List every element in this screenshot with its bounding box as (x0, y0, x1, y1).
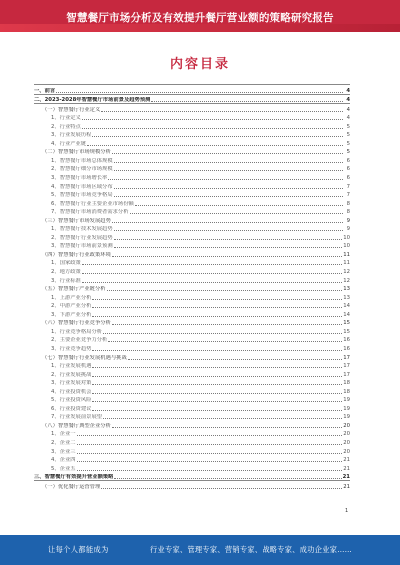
toc-leader-dots (101, 110, 343, 112)
toc-leader-dots (92, 298, 342, 300)
toc-entry-label: 3、企业三 (51, 448, 76, 455)
toc-leader-dots (92, 383, 342, 385)
toc-entry-page: 13 (343, 286, 350, 293)
toc-entry-page: 8 (346, 200, 350, 207)
toc-leader-dots (92, 366, 342, 368)
toc-leader-dots (114, 169, 343, 171)
toc-leader-dots (112, 152, 343, 154)
toc-entry-label: 1、行业竞争格局分析 (51, 328, 103, 335)
toc-leader-dots (92, 392, 342, 394)
toc-entry-page: 14 (343, 311, 350, 318)
toc-heading: 内容目录 (169, 57, 230, 72)
toc-leader-dots (56, 91, 343, 93)
toc-leader-dots (87, 144, 343, 146)
toc-entry[interactable] (34, 95, 350, 105)
toc-leader-dots (114, 195, 343, 197)
toc-entry-page: 5 (346, 132, 350, 139)
toc-entry-label: 1、行业发展机遇 (51, 363, 92, 370)
toc-entry[interactable] (34, 249, 350, 258)
toc-leader-dots (82, 263, 342, 265)
toc-entry-label: 二、2023-2028年智慧餐厅市场前景及趋势预测 (34, 97, 151, 104)
toc-entry-page: 10 (343, 234, 350, 241)
toc-entry-label: （八）智慧餐厅典型企业分析 (42, 422, 111, 429)
toc-entry-label: 1、智慧餐厅市场总体规模 (51, 157, 113, 164)
toc-leader-dots (128, 358, 342, 360)
toc-entry-page: 17 (343, 371, 350, 378)
toc-leader-dots (130, 212, 343, 214)
toc-leader-dots (82, 281, 342, 283)
toc-entry[interactable] (34, 378, 350, 387)
toc-leader-dots (112, 426, 342, 428)
footer-fields: 行业专家、管理专家、营销专家、战略专家、成功企业家…… (150, 545, 353, 554)
toc-entry-page: 15 (343, 328, 350, 335)
toc-leader-dots (77, 434, 343, 436)
toc-leader-dots (103, 417, 342, 419)
toc-entry[interactable] (34, 147, 350, 156)
toc-entry[interactable] (34, 138, 350, 147)
toc-entry-label: 2、地方政策 (51, 269, 81, 276)
toc-entry-label: （二）智慧餐厅市场规模分析 (42, 149, 111, 156)
toc-entry[interactable] (34, 121, 350, 130)
toc-entry-label: 2、智慧餐厅行业发展趋势 (51, 234, 113, 241)
toc-entry-label: 6、智慧餐厅行业主要企业市场份额 (51, 200, 134, 207)
toc-entry-page: 17 (343, 363, 350, 370)
toc-entry[interactable] (34, 275, 350, 284)
toc-leader-dots (114, 229, 343, 231)
toc-entry-page: 20 (343, 422, 350, 429)
toc-entry[interactable] (34, 395, 350, 404)
toc-entry-page: 10 (343, 243, 350, 250)
toc-entry[interactable] (34, 309, 350, 318)
toc-entry-page: 20 (343, 448, 350, 455)
toc-entry[interactable] (34, 361, 350, 370)
toc-entry-label: （六）智慧餐厅行业竞争分析 (42, 320, 111, 327)
toc-entry-label: 3、行业标准 (51, 277, 81, 284)
toc-entry[interactable] (34, 215, 350, 224)
toc-leader-dots (77, 460, 343, 462)
toc-entry-label: 7、行业发展前景展望 (51, 414, 103, 421)
toc-leader-dots (92, 315, 342, 317)
toc-entry[interactable] (34, 181, 350, 190)
toc-leader-dots (135, 204, 343, 206)
toc-entry-label: 2、行业发展挑战 (51, 371, 92, 378)
toc-entry[interactable] (34, 301, 350, 310)
toc-entry[interactable] (34, 292, 350, 301)
toc-leader-dots (112, 221, 343, 223)
toc-entry-page: 7 (346, 183, 350, 190)
toc-entry[interactable] (34, 343, 350, 352)
toc-entry[interactable] (34, 446, 350, 455)
toc-entry[interactable] (34, 386, 350, 395)
toc-leader-dots (92, 135, 343, 137)
toc-leader-dots (82, 118, 343, 120)
toc-entry[interactable] (34, 437, 350, 446)
toc-leader-dots (101, 487, 342, 489)
toc-entry-label: 2、智慧餐厅细分市场规模 (51, 166, 113, 173)
toc-entry-label: （七）智慧餐厅行业发展机遇与挑战 (42, 354, 127, 361)
toc-entry-label: 1、行业定义 (51, 115, 81, 122)
toc-entry-page: 5 (346, 140, 350, 147)
toc-entry[interactable] (34, 412, 350, 421)
toc-entry-label: 6、行业投资建议 (51, 405, 92, 412)
toc-entry-page: 4 (346, 106, 350, 113)
toc-entry[interactable] (34, 335, 350, 344)
toc-entry[interactable] (34, 241, 350, 250)
toc-leader-dots (114, 246, 343, 248)
toc-entry-label: 3、行业竞争趋势 (51, 345, 92, 352)
toc-leader-dots (92, 349, 342, 351)
toc-leader-dots (77, 469, 343, 471)
toc-entry[interactable] (34, 420, 350, 429)
toc-entry-page: 12 (343, 269, 350, 276)
toc-leader-dots (103, 332, 342, 334)
toc-entry[interactable] (34, 258, 350, 267)
footer-band (0, 535, 400, 565)
toc-entry-page: 5 (346, 149, 350, 156)
toc-entry[interactable] (34, 463, 350, 472)
toc-entry[interactable] (34, 224, 350, 233)
toc-entry-page: 11 (343, 251, 350, 258)
toc-entry[interactable] (34, 155, 350, 164)
toc-entry-label: 1、智慧餐厅技术发展趋势 (51, 226, 113, 233)
toc-entry-page: 5 (346, 123, 350, 130)
toc-leader-dots (77, 452, 343, 454)
toc-entry-page: 19 (343, 414, 350, 421)
toc-entry[interactable] (34, 207, 350, 216)
toc-entry-page: 15 (343, 320, 350, 327)
toc-entry-page: 6 (346, 157, 350, 164)
toc-entry[interactable] (34, 284, 350, 293)
toc-entry-page: 11 (343, 260, 350, 267)
toc-entry-label: （三）智慧餐厅市场发展趋势 (42, 217, 111, 224)
toc-entry[interactable] (34, 172, 350, 181)
toc-entry-page: 8 (346, 209, 350, 216)
toc-entry-page: 21 (342, 474, 350, 481)
toc-entry[interactable] (34, 429, 350, 438)
toc-entry-page: 7 (346, 192, 350, 199)
toc-leader-dots (92, 306, 342, 308)
toc-entry[interactable] (34, 472, 350, 482)
header-accent-stripe (0, 24, 400, 32)
toc-entry[interactable] (34, 326, 350, 335)
toc-entry-label: 3、行业发展对策 (51, 380, 92, 387)
toc-entry[interactable] (34, 232, 350, 241)
toc-entry-label: 4、智慧餐厅市场区域分布 (51, 183, 113, 190)
toc-entry[interactable] (34, 481, 350, 490)
toc-leader-dots (112, 323, 342, 325)
toc-entry[interactable] (34, 190, 350, 199)
table-of-contents (34, 85, 350, 490)
toc-entry-label: 4、行业投资机会 (51, 388, 92, 395)
toc-leader-dots (82, 272, 342, 274)
toc-entry-page: 14 (343, 303, 350, 310)
toc-leader-dots (107, 289, 343, 291)
toc-entry-label: （五）智慧餐厅产业链分析 (42, 286, 106, 293)
page-number: 1 (345, 508, 349, 514)
toc-entry-label: 1、国家政策 (51, 260, 81, 267)
toc-entry-label: 7、智慧餐厅市场消费者需求分析 (51, 209, 129, 216)
toc-entry-label: 3、智慧餐厅市场前景预测 (51, 243, 113, 250)
toc-entry-label: 4、行业产业链 (51, 140, 87, 147)
toc-entry-label: 2、企业二 (51, 439, 76, 446)
toc-entry[interactable] (34, 113, 350, 122)
toc-entry-label: 1、企业一 (51, 431, 76, 438)
toc-entry-label: 三、智慧餐厅有效提升营业额策略 (34, 474, 114, 481)
toc-entry-label: 5、行业投资风险 (51, 397, 92, 404)
toc-entry-page: 17 (343, 354, 350, 361)
toc-entry-page: 19 (343, 405, 350, 412)
toc-entry[interactable] (34, 104, 350, 113)
toc-entry-label: 2、中游产业分析 (51, 303, 92, 310)
toc-entry-label: 2、主要企业竞争力分析 (51, 337, 108, 344)
toc-entry-page: 16 (343, 345, 350, 352)
toc-leader-dots (114, 161, 343, 163)
toc-entry-page: 4 (346, 115, 350, 122)
toc-entry[interactable] (34, 352, 350, 361)
toc-entry-page: 6 (346, 175, 350, 182)
toc-entry-label: 5、智慧餐厅市场竞争格局 (51, 192, 113, 199)
toc-entry-label: 4、企业四 (51, 457, 76, 464)
toc-entry-page: 4 (346, 97, 350, 104)
toc-entry[interactable] (34, 85, 350, 95)
toc-entry[interactable] (34, 266, 350, 275)
toc-entry-page: 6 (346, 166, 350, 173)
toc-entry-page: 18 (343, 388, 350, 395)
toc-entry-page: 16 (343, 337, 350, 344)
toc-entry-page: 20 (343, 431, 350, 438)
toc-leader-dots (151, 100, 343, 102)
toc-entry[interactable] (34, 198, 350, 207)
toc-leader-dots (114, 477, 341, 479)
toc-entry-label: 一、前言 (34, 87, 56, 94)
toc-entry-label: 3、行业发展历程 (51, 132, 92, 139)
toc-entry-page: 9 (346, 226, 350, 233)
toc-entry[interactable] (34, 369, 350, 378)
toc-entry-page: 21 (343, 457, 350, 464)
toc-entry[interactable] (34, 403, 350, 412)
toc-entry[interactable] (34, 318, 350, 327)
toc-entry-label: 2、行业特点 (51, 123, 81, 130)
toc-leader-dots (112, 255, 342, 257)
toc-leader-dots (92, 375, 342, 377)
toc-entry-label: 3、智慧餐厅市场增长率 (51, 175, 108, 182)
toc-entry-page: 4 (346, 87, 350, 94)
toc-entry-page: 21 (343, 483, 350, 490)
toc-leader-dots (82, 127, 343, 129)
toc-entry-label: 1、上游产业分析 (51, 294, 92, 301)
footer-slogan: 让每个人都能成为 (48, 545, 109, 554)
toc-leader-dots (108, 178, 343, 180)
toc-entry-page: 20 (343, 439, 350, 446)
toc-entry-page: 9 (346, 217, 350, 224)
toc-entry-page: 12 (343, 277, 350, 284)
toc-entry-page: 13 (343, 294, 350, 301)
toc-leader-dots (92, 409, 342, 411)
toc-leader-dots (114, 238, 343, 240)
toc-leader-dots (108, 340, 342, 342)
toc-entry[interactable] (34, 130, 350, 139)
toc-entry-page: 21 (343, 465, 350, 472)
toc-entry-label: （一）智慧餐厅行业定义 (42, 106, 101, 113)
toc-entry-page: 18 (343, 380, 350, 387)
report-title: 智慧餐厅市场分析及有效提升餐厅营业额的策略研究报告 (66, 12, 334, 24)
toc-entry[interactable] (34, 455, 350, 464)
toc-leader-dots (114, 187, 343, 189)
toc-entry[interactable] (34, 164, 350, 173)
toc-entry-label: （四）智慧餐厅行业政策环境 (42, 251, 111, 258)
toc-entry-label: （一）优化餐厅运营管理 (42, 483, 101, 490)
toc-entry-page: 19 (343, 397, 350, 404)
toc-entry-label: 3、下游产业分析 (51, 311, 92, 318)
toc-leader-dots (77, 443, 343, 445)
toc-entry-label: 5、企业五 (51, 465, 76, 472)
toc-leader-dots (92, 400, 342, 402)
